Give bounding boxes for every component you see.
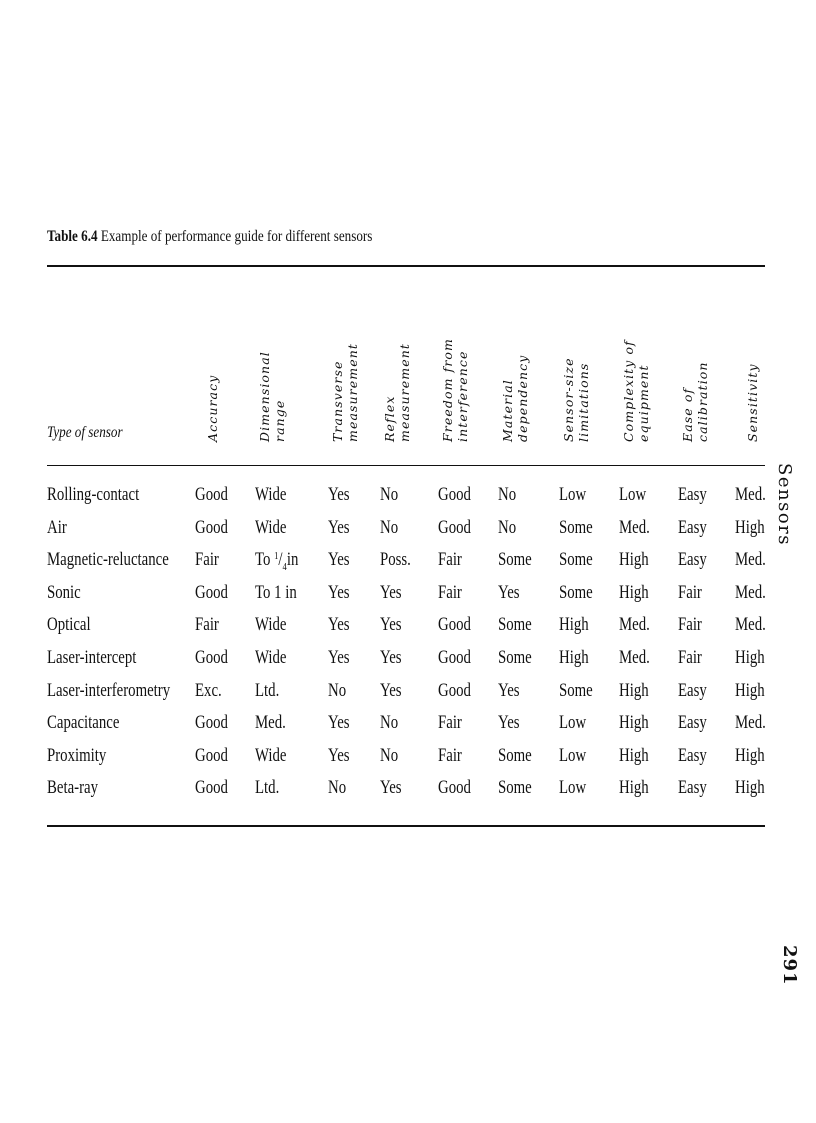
table-cell: Med. — [735, 614, 766, 636]
table-cell: High — [735, 516, 765, 538]
table-cell: Yes — [498, 581, 520, 603]
column-header-6: Material dependency — [500, 354, 530, 442]
table-cell: Yes — [328, 581, 350, 603]
table-cell: No — [380, 484, 399, 505]
table-cell: Med. — [619, 647, 650, 668]
table-cell: Yes — [328, 744, 350, 766]
table-cell: Good — [195, 516, 228, 538]
table-cell: Some — [498, 647, 532, 668]
table-cell: Fair — [438, 549, 462, 571]
row-sensor-type: Sonic — [47, 581, 81, 603]
table-cell: Fair — [438, 712, 462, 734]
table-cell: Yes — [498, 712, 520, 734]
table-caption — [47, 228, 372, 246]
table-cell: Med. — [735, 712, 766, 734]
table-cell: Low — [559, 777, 587, 799]
table-cell: Good — [438, 777, 471, 799]
table-cell: Yes — [380, 679, 402, 701]
table-cell: Easy — [678, 679, 707, 701]
row-sensor-type: Capacitance — [47, 712, 120, 734]
table-cell: Some — [559, 549, 593, 571]
table-cell: Yes — [328, 647, 350, 668]
row-sensor-type: Air — [47, 516, 67, 538]
column-header-1: Accuracy — [205, 374, 220, 442]
table-cell: Some — [498, 744, 532, 766]
table-cell: Med. — [619, 614, 650, 636]
column-header-3: Transverse measurement — [330, 343, 360, 442]
table-cell: High — [735, 777, 765, 799]
table-cell: Some — [498, 777, 532, 799]
table-cell: Exc. — [195, 679, 222, 701]
table-cell: High — [619, 777, 649, 799]
row-sensor-type: Laser-intercept — [47, 647, 137, 668]
table-cell: Low — [559, 484, 587, 505]
table-cell: Good — [438, 484, 471, 505]
column-header-10: Sensitivity — [745, 363, 760, 442]
table-cell: Easy — [678, 712, 707, 734]
table-cell: Easy — [678, 484, 707, 505]
row-sensor-type: Magnetic-reluctance — [47, 549, 169, 571]
table-cell: High — [619, 744, 649, 766]
column-header-2: Dimensional range — [257, 351, 287, 442]
table-cell: Fair — [678, 647, 702, 668]
table-cell: Good — [195, 581, 228, 603]
row-sensor-type: Laser-interferometry — [47, 679, 171, 701]
table-cell: Fair — [438, 581, 462, 603]
table-cell: Easy — [678, 744, 707, 766]
page-number: 291 — [779, 945, 800, 986]
table-cell: High — [619, 549, 649, 571]
table-cell: Med. — [735, 484, 766, 505]
table-cell: No — [498, 516, 517, 538]
table-cell: High — [735, 647, 765, 668]
table-cell: No — [380, 744, 399, 766]
column-header-7: Sensor-size limitations — [561, 357, 591, 442]
row-sensor-type: Proximity — [47, 744, 107, 766]
table-cell: Low — [559, 712, 587, 734]
table-cell: Some — [559, 581, 593, 603]
table-cell: To 1 in — [255, 581, 297, 603]
header-rule — [47, 465, 765, 466]
column-header-8: Complexity of equipment — [621, 340, 651, 442]
table-cell: Wide — [255, 614, 287, 636]
table-cell: Some — [559, 516, 593, 538]
table-cell: Wide — [255, 516, 287, 538]
table-cell: Easy — [678, 516, 707, 538]
table-cell: No — [380, 516, 399, 538]
column-header-4: Reflex measurement — [382, 343, 412, 442]
table-cell: Good — [438, 679, 471, 701]
header-type-of-sensor: Type of sensor — [47, 424, 123, 441]
table-cell: Some — [498, 614, 532, 636]
table-cell: Low — [559, 744, 587, 766]
table-cell: No — [328, 777, 347, 799]
table-cell: Good — [438, 516, 471, 538]
table-cell: High — [619, 712, 649, 734]
table-cell: Fair — [438, 744, 462, 766]
row-sensor-type: Beta-ray — [47, 777, 99, 799]
table-cell: Yes — [328, 712, 350, 734]
table-cell: Yes — [380, 647, 402, 668]
table-cell: Easy — [678, 777, 707, 799]
table-cell: Yes — [380, 614, 402, 636]
table-cell: Good — [195, 484, 228, 505]
table-cell: Easy — [678, 549, 707, 571]
table-cell: Low — [619, 484, 647, 505]
table-cell: Good — [438, 647, 471, 668]
table-cell: Wide — [255, 484, 287, 505]
table-cell: Fair — [678, 614, 702, 636]
table-cell: Good — [195, 647, 228, 668]
table-cell: Med. — [735, 549, 766, 571]
table-cell: High — [559, 647, 589, 668]
table-cell: No — [328, 679, 347, 701]
table-cell: Good — [195, 744, 228, 766]
table-cell: Good — [195, 712, 228, 734]
table-cell: High — [619, 679, 649, 701]
table-cell: Ltd. — [255, 679, 280, 701]
row-sensor-type: Optical — [47, 614, 91, 636]
table-cell: Ltd. — [255, 777, 280, 799]
table-cell: Good — [195, 777, 228, 799]
table-cell: Poss. — [380, 549, 411, 571]
table-cell: Some — [498, 549, 532, 571]
table-cell: No — [498, 484, 517, 505]
table-cell: Yes — [380, 581, 402, 603]
table-cell: High — [735, 679, 765, 701]
table-cell: Fair — [195, 549, 219, 571]
caption-label: Table 6.4 — [47, 228, 98, 245]
caption-text: Example of performance guide for different sensors — [100, 228, 373, 245]
table-cell: Good — [438, 614, 471, 636]
running-header: Sensors — [774, 463, 795, 546]
row-sensor-type: Rolling-contact — [47, 484, 140, 505]
table-cell: Med. — [735, 581, 766, 603]
table-cell: High — [619, 581, 649, 603]
table-cell: Yes — [380, 777, 402, 799]
table-cell: High — [735, 744, 765, 766]
table-cell: High — [559, 614, 589, 636]
table-cell: No — [380, 712, 399, 734]
table-cell: Yes — [328, 614, 350, 636]
table-cell: Wide — [255, 647, 287, 668]
column-header-9: Ease of calibration — [680, 361, 710, 442]
table-cell: Fair — [195, 614, 219, 636]
column-header-5: Freedom from interference — [440, 338, 470, 442]
table-cell: Yes — [328, 549, 350, 571]
table-cell: Some — [559, 679, 593, 701]
top-rule — [47, 265, 765, 267]
table-cell: Med. — [255, 712, 286, 734]
table-cell: Yes — [328, 516, 350, 538]
table-cell: Yes — [328, 484, 350, 505]
table-cell: To $^1/_4in$ — [255, 549, 299, 573]
table-cell: Wide — [255, 744, 287, 766]
table-cell: Med. — [619, 516, 650, 538]
table-cell: Yes — [498, 679, 520, 701]
bottom-rule — [47, 825, 765, 827]
table-cell: Fair — [678, 581, 702, 603]
